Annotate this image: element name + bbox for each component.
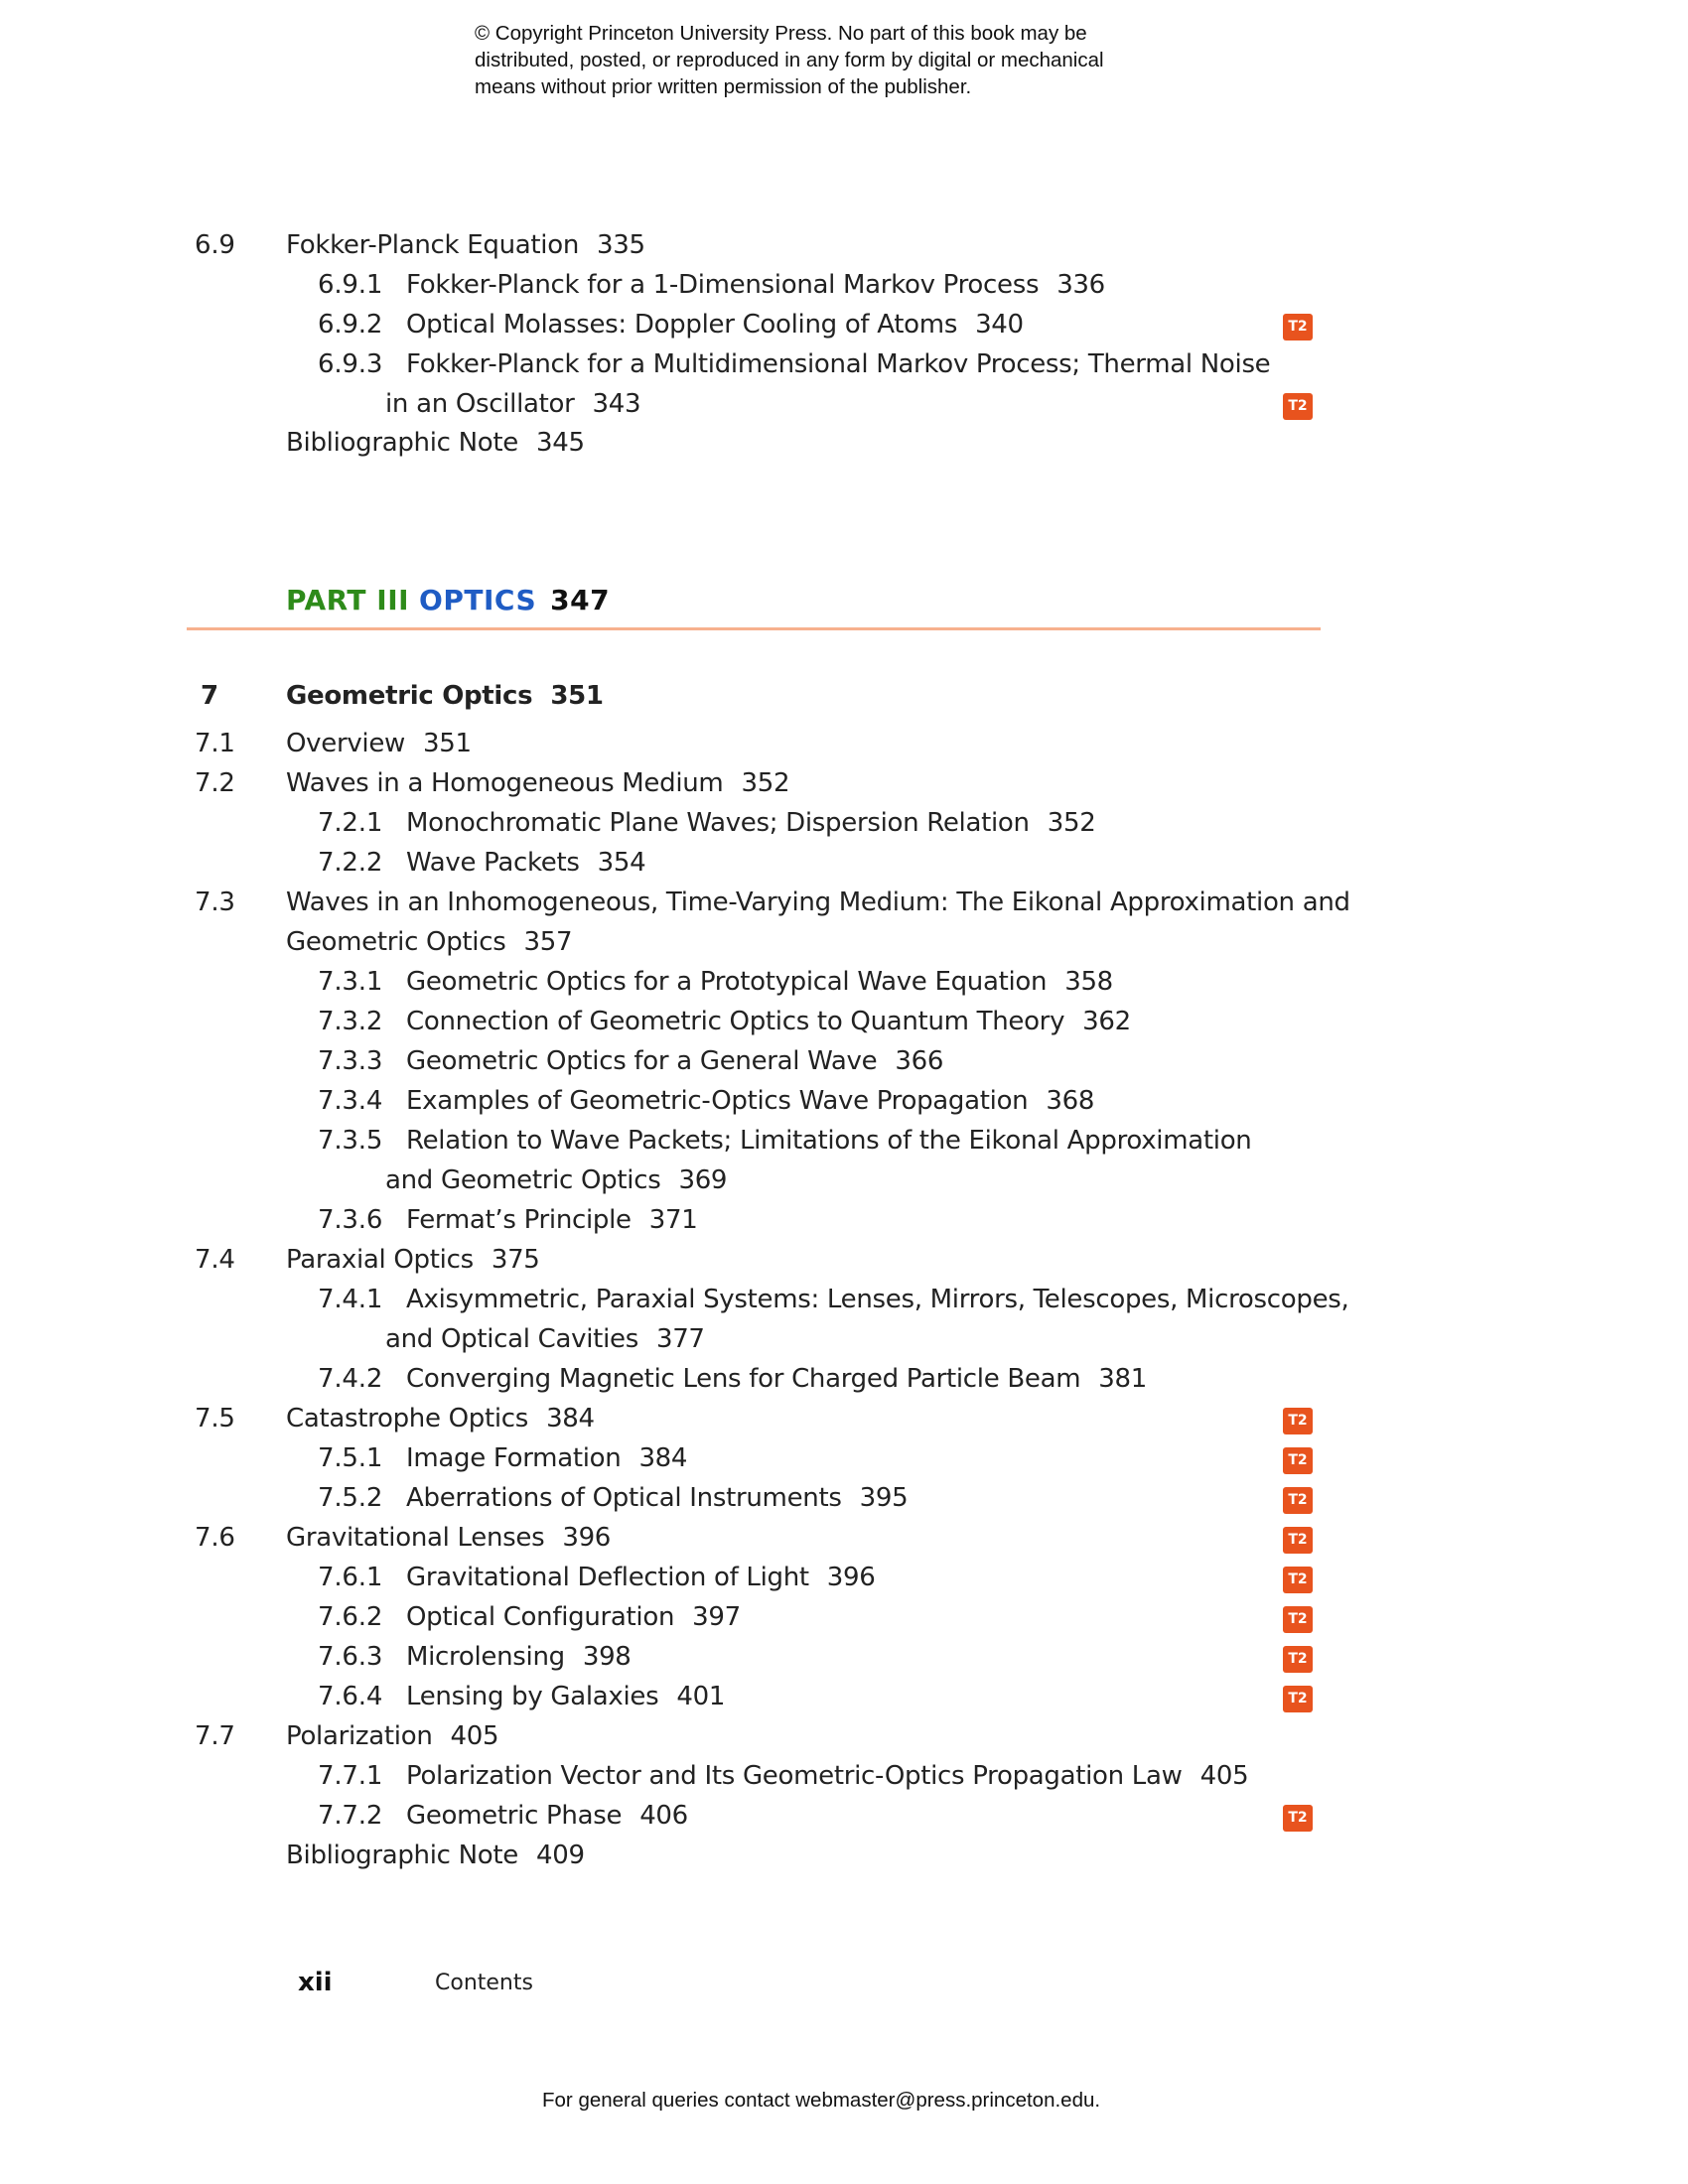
entry-number: 7.6.4 bbox=[318, 1682, 383, 1711]
entry-title: Overview bbox=[286, 729, 406, 758]
entry-page-number: 409 bbox=[535, 1841, 585, 1870]
entry-page-number: 368 bbox=[1046, 1086, 1095, 1116]
toc-entry[interactable] bbox=[0, 1841, 1321, 1880]
entry-page-number: 401 bbox=[676, 1682, 726, 1711]
toc-entry[interactable] bbox=[0, 887, 1350, 927]
entry-number: 7.3.3 bbox=[318, 1046, 383, 1076]
entry-title-line bbox=[385, 1165, 727, 1195]
entry-page-number: 352 bbox=[1047, 808, 1096, 838]
entry-page-number: 395 bbox=[859, 1483, 909, 1513]
entry-title-line bbox=[406, 1126, 1251, 1156]
entry-number: 7.2 bbox=[195, 768, 235, 798]
entry-number: 7 bbox=[201, 681, 218, 711]
entry-title-line bbox=[406, 967, 1113, 997]
entry-title-line bbox=[406, 1483, 908, 1513]
entry-title: Fokker-Planck for a Multidimensional Markov Process; Thermal Noise bbox=[406, 349, 1271, 379]
toc-entry[interactable] bbox=[0, 230, 1321, 270]
toc-entry[interactable] bbox=[0, 1086, 1321, 1126]
entry-number: 7.3 bbox=[195, 887, 235, 917]
entry-title-line bbox=[406, 1007, 1131, 1036]
footer-page-number: xii bbox=[298, 1968, 333, 1997]
entry-page-number: 340 bbox=[975, 310, 1024, 340]
toc-entry[interactable] bbox=[0, 1404, 1321, 1443]
entry-number: 6.9.1 bbox=[318, 270, 383, 300]
entry-title-line bbox=[286, 681, 604, 711]
entry-title: Geometric Phase bbox=[406, 1801, 623, 1831]
entry-number: 7.5.2 bbox=[318, 1483, 383, 1513]
t2-badge-icon: T2 bbox=[1283, 1567, 1313, 1593]
toc-entry[interactable] bbox=[0, 389, 1321, 429]
toc-entry[interactable] bbox=[0, 1046, 1321, 1086]
entry-title: and Optical Cavities bbox=[385, 1324, 638, 1354]
toc-entry[interactable] bbox=[0, 1285, 1349, 1324]
entry-title-line bbox=[385, 1324, 705, 1354]
entry-title: Gravitational Deflection of Light bbox=[406, 1563, 809, 1592]
entry-title-line bbox=[286, 1721, 498, 1751]
entry-number: 6.9 bbox=[195, 230, 235, 260]
entry-title-line bbox=[406, 1046, 943, 1076]
toc-entry[interactable] bbox=[0, 1682, 1321, 1721]
entry-title-line bbox=[286, 428, 585, 458]
toc-entry[interactable] bbox=[0, 310, 1321, 349]
toc-entry[interactable] bbox=[0, 1007, 1321, 1046]
entry-title: Fermat’s Principle bbox=[406, 1205, 632, 1235]
entry-page-number: 396 bbox=[826, 1563, 876, 1592]
entry-title: Converging Magnetic Lens for Charged Particle Beam bbox=[406, 1364, 1081, 1394]
entry-number: 7.7.1 bbox=[318, 1761, 383, 1791]
t2-badge-icon: T2 bbox=[1283, 1447, 1313, 1474]
toc-entry[interactable] bbox=[0, 1245, 1321, 1285]
entry-title: Gravitational Lenses bbox=[286, 1523, 545, 1553]
entry-number: 7.6.1 bbox=[318, 1563, 383, 1592]
entry-title-line bbox=[286, 1523, 611, 1553]
entry-title-line bbox=[406, 1086, 1094, 1116]
entry-title: Optical Configuration bbox=[406, 1602, 675, 1632]
entry-page-number: 358 bbox=[1064, 967, 1113, 997]
chapter-entry[interactable] bbox=[0, 681, 1321, 721]
entry-title: Geometric Optics bbox=[286, 927, 506, 957]
entry-page-number: 351 bbox=[550, 681, 604, 711]
entry-title-line bbox=[406, 1443, 687, 1473]
entry-number: 7.4 bbox=[195, 1245, 235, 1275]
entry-page-number: 371 bbox=[648, 1205, 698, 1235]
entry-number: 7.3.6 bbox=[318, 1205, 383, 1235]
entry-title-line bbox=[406, 1761, 1248, 1791]
entry-title-line bbox=[406, 1563, 876, 1592]
toc-entry[interactable] bbox=[0, 1721, 1321, 1761]
entry-number: 7.6.3 bbox=[318, 1642, 383, 1672]
t2-badge-icon: T2 bbox=[1283, 1487, 1313, 1514]
entry-title-line bbox=[406, 808, 1095, 838]
toc-entry[interactable] bbox=[0, 349, 1321, 389]
toc-entry[interactable] bbox=[0, 1205, 1321, 1245]
entry-number: 7.6 bbox=[195, 1523, 235, 1553]
entry-page-number: 352 bbox=[741, 768, 790, 798]
entry-number: 6.9.2 bbox=[318, 310, 383, 340]
t2-badge-icon: T2 bbox=[1283, 1686, 1313, 1712]
toc-entry[interactable] bbox=[0, 967, 1321, 1007]
entry-page-number: 405 bbox=[450, 1721, 499, 1751]
toc-entry[interactable] bbox=[0, 1126, 1321, 1165]
entry-page-number: 396 bbox=[562, 1523, 612, 1553]
entry-title-line bbox=[406, 270, 1105, 300]
entry-title: Fokker-Planck for a 1-Dimensional Markov Process bbox=[406, 270, 1040, 300]
entry-title: Examples of Geometric-Optics Wave Propagation bbox=[406, 1086, 1029, 1116]
t2-badge-icon: T2 bbox=[1283, 1606, 1313, 1633]
entry-title: Monochromatic Plane Waves; Dispersion Relation bbox=[406, 808, 1030, 838]
entry-number: 7.5.1 bbox=[318, 1443, 383, 1473]
entry-title-line bbox=[406, 848, 645, 878]
entry-title-line bbox=[286, 1245, 540, 1275]
entry-page-number: 384 bbox=[638, 1443, 688, 1473]
entry-title-line bbox=[406, 1205, 697, 1235]
toc-entry[interactable] bbox=[0, 1761, 1321, 1801]
entry-number: 7.3.1 bbox=[318, 967, 383, 997]
entry-number: 7.3.5 bbox=[318, 1126, 383, 1156]
toc-entry[interactable] bbox=[0, 1563, 1321, 1602]
entry-page-number: 398 bbox=[582, 1642, 632, 1672]
entry-title-line bbox=[286, 887, 1350, 917]
entry-number: 7.3.2 bbox=[318, 1007, 383, 1036]
entry-title-line bbox=[286, 230, 645, 260]
entry-title: Optical Molasses: Doppler Cooling of Atoms bbox=[406, 310, 958, 340]
toc-entry[interactable] bbox=[0, 808, 1321, 848]
entry-title-line bbox=[406, 1602, 741, 1632]
entry-number: 7.3.4 bbox=[318, 1086, 383, 1116]
t2-badge-icon: T2 bbox=[1283, 1646, 1313, 1673]
entry-title-line bbox=[406, 1642, 632, 1672]
toc-entry[interactable] bbox=[0, 1602, 1321, 1642]
toc-entry[interactable] bbox=[0, 1642, 1321, 1682]
entry-title: Image Formation bbox=[406, 1443, 622, 1473]
entry-page-number: 384 bbox=[546, 1404, 595, 1433]
entry-page-number: 377 bbox=[655, 1324, 705, 1354]
toc-entry[interactable] bbox=[0, 1324, 1321, 1364]
entry-page-number: 345 bbox=[535, 428, 585, 458]
entry-page-number: 375 bbox=[491, 1245, 540, 1275]
entry-title-line bbox=[406, 1682, 725, 1711]
t2-badge-icon: T2 bbox=[1283, 1805, 1313, 1832]
toc-entry[interactable] bbox=[0, 848, 1321, 887]
toc-entry[interactable] bbox=[0, 1801, 1321, 1841]
entry-page-number: 336 bbox=[1056, 270, 1105, 300]
entry-title: Polarization Vector and Its Geometric-Optics Propagation Law bbox=[406, 1761, 1183, 1791]
entry-title: Fokker-Planck Equation bbox=[286, 230, 580, 260]
entry-title: Polarization bbox=[286, 1721, 433, 1751]
entry-page-number: 343 bbox=[592, 389, 641, 419]
entry-title-line bbox=[286, 1841, 585, 1870]
entry-title: Axisymmetric, Paraxial Systems: Lenses, Mirrors, Telescopes, Microscopes, bbox=[406, 1285, 1349, 1314]
toc-entry[interactable] bbox=[0, 270, 1321, 310]
entry-title-line bbox=[286, 729, 472, 758]
entry-title: Geometric Optics for a General Wave bbox=[406, 1046, 878, 1076]
toc-entry[interactable] bbox=[0, 1523, 1321, 1563]
entry-title: in an Oscillator bbox=[385, 389, 575, 419]
entry-page-number: 397 bbox=[692, 1602, 741, 1632]
entry-title-line bbox=[406, 1801, 688, 1831]
entry-number: 7.6.2 bbox=[318, 1602, 383, 1632]
entry-number: 6.9.3 bbox=[318, 349, 383, 379]
part-label: PART III bbox=[286, 584, 410, 616]
entry-title: Bibliographic Note bbox=[286, 428, 518, 458]
entry-title-line bbox=[406, 310, 1024, 340]
copyright-line: means without prior written permission of the publisher. bbox=[475, 75, 972, 98]
general-queries-note: For general queries contact webmaster@press.princeton.edu. bbox=[542, 2089, 1101, 2112]
copyright-line: © Copyright Princeton University Press. No part of this book may be bbox=[475, 22, 1087, 45]
entry-title: Catastrophe Optics bbox=[286, 1404, 529, 1433]
entry-page-number: 406 bbox=[639, 1801, 688, 1831]
entry-page-number: 357 bbox=[523, 927, 573, 957]
entry-title-line bbox=[406, 1285, 1348, 1314]
entry-title: Connection of Geometric Optics to Quantum Theory bbox=[406, 1007, 1065, 1036]
entry-number: 7.5 bbox=[195, 1404, 235, 1433]
entry-title: and Geometric Optics bbox=[385, 1165, 661, 1195]
entry-number: 7.7 bbox=[195, 1721, 235, 1751]
toc-entry[interactable] bbox=[0, 729, 1321, 768]
toc-entry[interactable] bbox=[0, 1364, 1321, 1404]
entry-title: Lensing by Galaxies bbox=[406, 1682, 659, 1711]
entry-title-line bbox=[286, 768, 789, 798]
entry-title: Geometric Optics bbox=[286, 681, 533, 711]
entry-page-number: 369 bbox=[678, 1165, 728, 1195]
toc-entry[interactable] bbox=[0, 428, 1321, 468]
entry-title: Bibliographic Note bbox=[286, 1841, 518, 1870]
entry-page-number: 366 bbox=[895, 1046, 944, 1076]
toc-entry[interactable] bbox=[0, 1483, 1321, 1523]
entry-page-number: 354 bbox=[597, 848, 646, 878]
entry-page-number: 351 bbox=[423, 729, 472, 758]
entry-title-line bbox=[385, 389, 640, 419]
footer-running-title: Contents bbox=[435, 1971, 533, 1995]
entry-number: 7.7.2 bbox=[318, 1801, 383, 1831]
t2-badge-icon: T2 bbox=[1283, 1408, 1313, 1434]
entry-number: 7.4.2 bbox=[318, 1364, 383, 1394]
toc-entry[interactable] bbox=[0, 927, 1321, 967]
entry-number: 7.2.1 bbox=[318, 808, 383, 838]
entry-number: 7.4.1 bbox=[318, 1285, 383, 1314]
entry-title: Waves in an Inhomogeneous, Time-Varying Medium: The Eikonal Approximation and bbox=[286, 887, 1350, 917]
entry-title: Microlensing bbox=[406, 1642, 565, 1672]
toc-entry[interactable] bbox=[0, 1443, 1321, 1483]
part-title: OPTICS bbox=[419, 584, 537, 616]
entry-title: Aberrations of Optical Instruments bbox=[406, 1483, 842, 1513]
t2-badge-icon: T2 bbox=[1283, 314, 1313, 341]
entry-number: 7.2.2 bbox=[318, 848, 383, 878]
entry-title: Relation to Wave Packets; Limitations of the Eikonal Approximation bbox=[406, 1126, 1252, 1156]
entry-title: Geometric Optics for a Prototypical Wave Equation bbox=[406, 967, 1048, 997]
entry-page-number: 381 bbox=[1098, 1364, 1148, 1394]
entry-number: 7.1 bbox=[195, 729, 235, 758]
entry-page-number: 405 bbox=[1199, 1761, 1249, 1791]
toc-entry[interactable] bbox=[0, 1165, 1321, 1205]
entry-title-line bbox=[286, 1404, 595, 1433]
entry-title-line bbox=[286, 927, 572, 957]
t2-badge-icon: T2 bbox=[1283, 393, 1313, 420]
entry-page-number: 362 bbox=[1082, 1007, 1131, 1036]
entry-title: Wave Packets bbox=[406, 848, 580, 878]
entry-page-number: 335 bbox=[597, 230, 645, 260]
entry-title-line bbox=[406, 1364, 1147, 1394]
entry-title: Paraxial Optics bbox=[286, 1245, 474, 1275]
entry-title-line bbox=[406, 349, 1270, 379]
toc-entry[interactable] bbox=[0, 768, 1321, 808]
entry-title: Waves in a Homogeneous Medium bbox=[286, 768, 724, 798]
t2-badge-icon: T2 bbox=[1283, 1527, 1313, 1554]
part-page-number: 347 bbox=[550, 584, 611, 616]
copyright-line: distributed, posted, or reproduced in any form by digital or mechanical bbox=[475, 49, 1104, 71]
